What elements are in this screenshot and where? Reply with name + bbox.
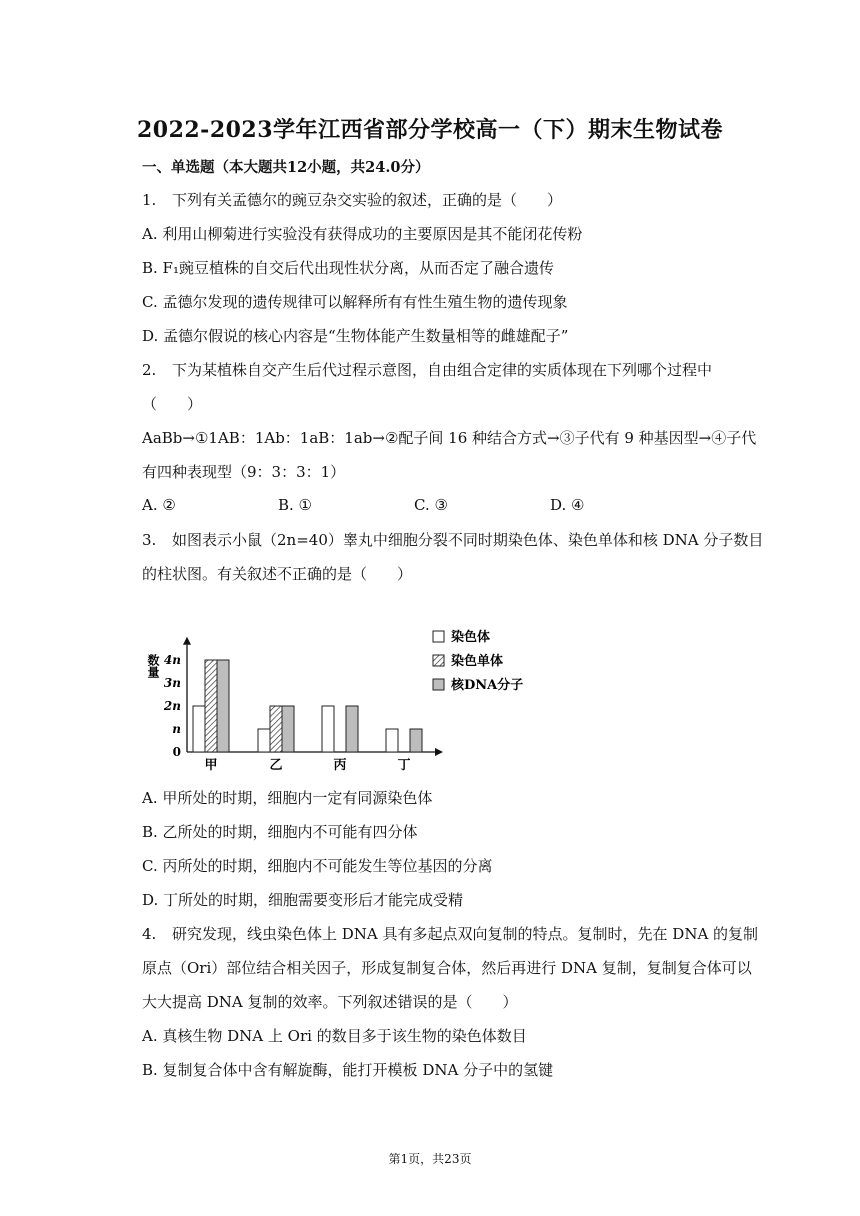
- x-tick-label: 乙: [269, 758, 283, 773]
- q1-stem-text: 下列有关孟德尔的豌豆杂交实验的叙述，正确的是（ ）: [172, 191, 563, 209]
- page-title: 2022-2023学年江西省部分学校高一（下）期末生物试卷: [136, 117, 724, 143]
- bar: [270, 706, 282, 752]
- q2-stem-cont: （ ）: [142, 395, 203, 413]
- bar: [205, 660, 217, 752]
- x-tick-label: 丁: [397, 758, 411, 773]
- legend-label: 染色体: [451, 630, 491, 645]
- x-axis-arrow: [435, 748, 443, 756]
- x-tick-label: 甲: [204, 758, 218, 773]
- q1-stem: [142, 190, 562, 210]
- y-axis-label: 数量: [146, 654, 160, 678]
- q1-number: 1.: [142, 191, 157, 209]
- q3-number: 3.: [142, 531, 157, 549]
- y-tick-label: 2n: [163, 699, 181, 713]
- q4-stem-cont-2: 大大提高 DNA 复制的效率。下列叙述错误的是（ ）: [142, 993, 518, 1011]
- q4-option-a: A. 真核生物 DNA 上 Ori 的数目多于该生物的染色体数目: [142, 1027, 527, 1045]
- q2-stem-text: 下为某植株自交产生后代过程示意图，自由组合定律的实质体现在下列哪个过程中: [172, 361, 713, 379]
- bar: [193, 706, 205, 752]
- q1-option-d: D. 孟德尔假说的核心内容是“生物体能产生数量相等的雌雄配子”: [142, 327, 569, 345]
- bar: [217, 660, 229, 752]
- q2-option-b: B. ①: [278, 496, 313, 514]
- section-heading: 一、单选题（本大题共12小题，共24.0分）: [142, 159, 430, 176]
- q2-stem: [142, 360, 712, 380]
- q3-option-b: B. 乙所处的时期，细胞内不可能有四分体: [142, 823, 418, 841]
- page-footer: 第1页，共23页: [388, 1152, 472, 1166]
- q3-stem-cont: 的柱状图。有关叙述不正确的是（ ）: [142, 565, 413, 583]
- legend-swatch: [433, 631, 444, 642]
- q4-number: 4.: [142, 925, 157, 943]
- q2-option-c: C. ③: [414, 496, 448, 514]
- q3-option-a: A. 甲所处的时期，细胞内一定有同源染色体: [142, 789, 433, 807]
- q3-stem-text: 如图表示小鼠（2n=40）睾丸中细胞分裂不同时期染色体、染色单体和核 DNA 分子数目: [172, 531, 764, 549]
- q1-option-b: B. F₁豌豆植株的自交后代出现性状分离，从而否定了融合遗传: [142, 259, 554, 277]
- q2-option-d: D. ④: [550, 496, 585, 514]
- q2-number: 2.: [142, 361, 157, 379]
- bar: [282, 706, 294, 752]
- y-tick-label: 0: [172, 745, 181, 759]
- legend-label: 核DNA分子: [451, 678, 524, 693]
- q4-stem-cont: 原点（Ori）部位结合相关因子，形成复制复合体，然后再进行 DNA 复制，复制复合体可以: [142, 959, 752, 977]
- bar: [322, 706, 334, 752]
- q2-process-2: 有四种表现型（9：3：3：1）: [142, 463, 346, 481]
- q4-option-b: B. 复制复合体中含有解旋酶，能打开模板 DNA 分子中的氢键: [142, 1061, 554, 1079]
- q3-stem: [142, 530, 763, 550]
- bar-chart: [135, 625, 565, 775]
- legend-label: 染色单体: [451, 654, 504, 669]
- y-tick-label: 4n: [163, 653, 181, 667]
- q3-option-c: C. 丙所处的时期，细胞内不可能发生等位基因的分离: [142, 857, 493, 875]
- q2-option-a: A. ②: [142, 496, 176, 514]
- bar: [346, 706, 358, 752]
- y-tick-label: 3n: [163, 676, 181, 690]
- q1-option-a: A. 利用山柳菊进行实验没有获得成功的主要原因是其不能闭花传粉: [142, 225, 583, 243]
- bar: [258, 729, 270, 752]
- x-tick-label: 丙: [333, 758, 347, 773]
- q4-stem: [142, 924, 758, 944]
- legend-swatch: [433, 655, 444, 666]
- y-tick-label: n: [172, 722, 181, 736]
- q4-stem-text: 研究发现，线虫染色体上 DNA 具有多起点双向复制的特点。复制时，先在 DNA 的复制: [172, 925, 759, 943]
- y-axis-arrow: [183, 637, 191, 645]
- q1-option-c: C. 孟德尔发现的遗传规律可以解释所有有性生殖生物的遗传现象: [142, 293, 568, 311]
- q3-option-d: D. 丁所处的时期，细胞需要变形后才能完成受精: [142, 891, 464, 909]
- legend-swatch: [433, 679, 444, 690]
- bar: [386, 729, 398, 752]
- q2-process-1: AaBb→①1AB：1Ab：1aB：1ab→②配子间 16 种结合方式→③子代有 9 种基因型→④子代: [142, 429, 757, 447]
- bar: [410, 729, 422, 752]
